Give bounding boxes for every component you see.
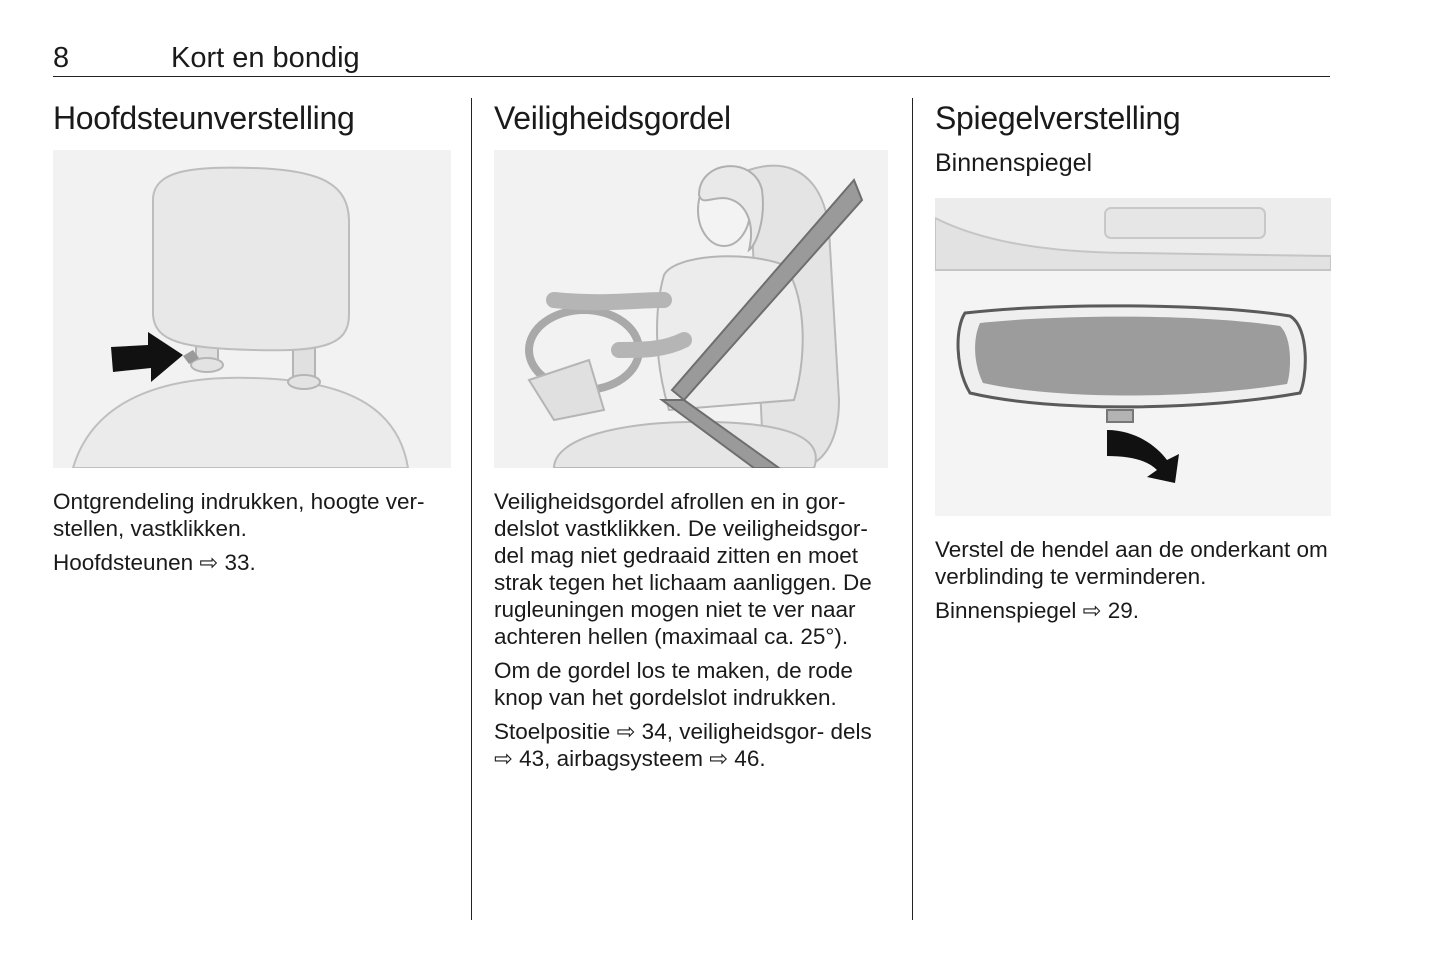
headrest-heading: Hoofdsteunverstelling [53, 100, 355, 136]
mirror-heading: Spiegelverstelling [935, 100, 1181, 136]
seatbelt-release: Om de gordel los te maken, de rode knop van het gordelslot indrukken. [494, 658, 853, 710]
seatbelt-illustration [494, 150, 888, 468]
mirror-illustration [935, 198, 1331, 516]
mirror-subheading: Binnenspiegel [935, 149, 1093, 177]
column-divider-2 [912, 98, 913, 920]
section-title: Kort en bondig [171, 42, 360, 74]
column-headrest [53, 96, 453, 140]
column-mirror [935, 96, 1335, 180]
seatbelt-instruction: Veiligheidsgordel afrollen en in gor- delslot vastklikken. De veiligheidsgor- del mag niet gedraaid zitten en moet strak tegen het lichaam aanliggen. De rugleuningen mogen niet te ver naar achteren hellen (maximaal ca. 25°). [494, 489, 872, 649]
seatbelt-text [494, 488, 894, 779]
seatbelt-references: Stoelpositie ⇨ 34, veiligheidsgor- dels ⇨ 43, airbagsysteem ⇨ 46. [494, 719, 872, 771]
seatbelt-heading: Veiligheidsgordel [494, 100, 731, 136]
headrest-instruction: Ontgrendeling indrukken, hoogte ver- stellen, vastklikken. [53, 489, 425, 541]
mirror-text [935, 536, 1335, 631]
page-number: 8 [53, 42, 70, 74]
headrest-reference: Hoofdsteunen ⇨ 33. [53, 550, 256, 575]
column-divider-1 [471, 98, 472, 920]
mirror-reference: Binnenspiegel ⇨ 29. [935, 598, 1139, 623]
mirror-instruction: Verstel de hendel aan de onderkant om verblinding te verminderen. [935, 537, 1328, 589]
headrest-illustration [53, 150, 451, 468]
column-seatbelt [494, 96, 894, 140]
page-header [53, 40, 1330, 77]
headrest-text [53, 488, 453, 583]
